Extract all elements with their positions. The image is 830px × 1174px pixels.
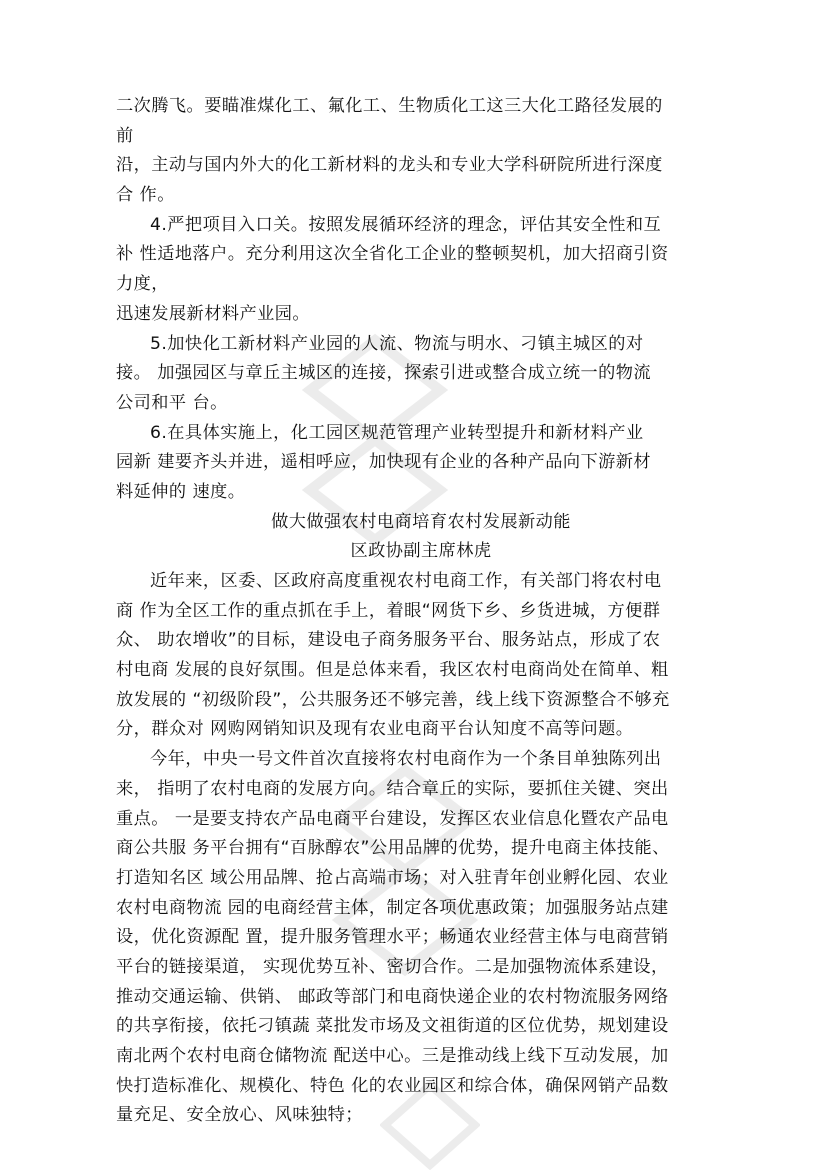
paragraph-line: 补 性适地落户。充分利用这次全省化工企业的整顿契机，加大招商引资 [116,244,669,265]
paragraph-line: 力度， [116,274,169,295]
paragraph-line: 5.加快化工新材料产业园的人流、物流与明水、刁镇主城区的对 [150,333,644,354]
paragraph-line: 快打造标准化、规模化、特色 化的农业园区和综合体，确保网销产品数 [116,1075,669,1096]
paragraph-line: 近年来，区委、区政府高度重视农村电商工作，有关部门将农村电 [150,571,662,591]
paragraph-line: 打造知名区 域公用品牌、抢占高端市场；对入驻青年创业孵化园、农业 [116,867,669,888]
paragraph-line: 量充足、安全放心、风味独特； [116,1105,363,1126]
paragraph-line: 重点。 一是要支持农产品电商平台建设，发挥区农业信息化暨农产品电 [116,808,669,829]
paragraph-line: 合 作。 [116,185,175,206]
paragraph-line: 推动交通运输、供销、 邮政等部门和电商快递企业的农村物流服务网络 [116,986,669,1007]
paragraph-line: 放发展的 “初级阶段”，公共服务还不够完善，线上线下资源整合不够充 [116,689,670,710]
paragraph-line: 沿，主动与国内外大的化工新材料的龙头和专业大学科研院所进行深度 [116,155,663,176]
article-author: 区政协副主席林虎 [350,541,492,562]
paragraph-line: 村电商 发展的良好氛围。但是总体来看，我区农村电商尚处在简单、粗 [116,660,669,681]
paragraph-line: 4.严把项目入口关。按照发展循环经济的理念，评估其安全性和互 [150,214,662,235]
paragraph-line: 平台的链接渠道， 实现优势互补、密切合作。二是加强物流体系建设， [116,956,669,977]
paragraph-line: 园新 建要齐头并进，遥相呼应，加快现有企业的各种产品向下游新材 [116,452,652,473]
paragraph-line: 的共享衔接，依托刁镇蔬 菜批发市场及文祖街道的区位优势，规划建设 [116,1016,669,1037]
paragraph-line: 众、 助农增收”的目标，建设电子商务服务平台、服务站点，形成了农 [116,630,661,651]
paragraph-line: 分，群众对 网购网销知识及现有农业电商平台认知度不高等问题。 [116,719,634,740]
article-title: 做大做强农村电商培育农村发展新动能 [271,511,571,532]
paragraph-line: 6.在具体实施上，化工园区规范管理产业转型提升和新材料产业 [150,422,644,443]
paragraph-line: 前 [116,125,134,146]
paragraph-line: 二次腾飞。要瞄准煤化工、氟化工、生物质化工这三大化工路径发展的 [116,96,663,116]
paragraph-line: 来， 指明了农村电商的发展方向。结合章丘的实际，要抓住关键、突出 [116,778,669,799]
paragraph-line: 公司和平 台。 [116,392,228,413]
paragraph-line: 南北两个农村电商仓储物流 配送中心。三是推动线上线下互动发展，加 [116,1046,669,1066]
paragraph-line: 迅速发展新材料产业园。 [116,303,311,324]
paragraph-line: 农村电商物流 园的电商经营主体，制定各项优惠政策；加强服务站点建 [116,897,669,918]
paragraph-line: 料延伸的 速度。 [116,481,246,502]
paragraph-line: 商公共服 务平台拥有“百脉醇农”公用品牌的优势，提升电商主体技能、 [116,838,670,859]
paragraph-line: 商 作为全区工作的重点抓在手上，着眼“网货下乡、乡货进城，方便群 [116,600,661,621]
paragraph-line: 设，优化资源配 置，提升服务管理水平；畅通农业经营主体与电商营销 [116,927,669,948]
document-body [116,92,726,1131]
paragraph-line: 接。 加强园区与章丘主城区的连接，探索引进或整合成立统一的物流 [116,363,652,384]
paragraph-line: 今年，中央一号文件首次直接将农村电商作为一个条目单独陈列出 [150,749,662,770]
